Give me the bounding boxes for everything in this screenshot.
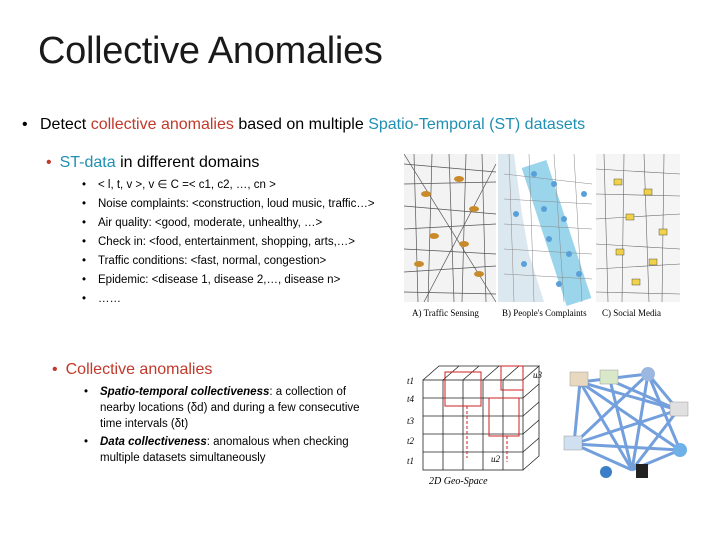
st-data-heading-highlight: ST-data <box>59 154 116 171</box>
st-data-maps-figure <box>404 154 680 324</box>
list-item: • Check in: <food, entertainment, shopping, arts,…> <box>78 233 375 252</box>
cube-y-label: t1 <box>407 376 415 386</box>
collective-anomalies-list <box>80 384 380 468</box>
map-social-media <box>596 154 680 302</box>
bullet-dot: • <box>46 154 52 171</box>
item-bold: Spatio-temporal collectiveness <box>100 386 270 398</box>
st-data-heading <box>46 154 259 172</box>
item-rest: : anomalous when checking multiple datasets simultaneously <box>100 436 349 464</box>
main-bullet <box>22 116 585 134</box>
cube-y-label: t4 <box>407 394 415 404</box>
list-item: • Air quality: <good, moderate, unhealthy, …> <box>78 214 375 233</box>
cube-y-label: t1 <box>407 456 415 466</box>
list-item <box>80 434 380 466</box>
item-rest: : a collection of nearby locations (δd) and during a few consecutive time intervals (δt) <box>100 386 360 430</box>
cube-label-u2: u2 <box>491 454 500 464</box>
cube-label-u3: u3 <box>533 370 542 380</box>
list-item: • Traffic conditions: <fast, normal, congestion> <box>78 252 375 271</box>
main-bullet-highlight2: Spatio-Temporal (ST) datasets <box>368 116 586 133</box>
list-item: • Noise complaints: <construction, loud music, traffic…> <box>78 195 375 214</box>
cube-y-label: t3 <box>407 416 415 426</box>
page-title: Collective Anomalies <box>38 30 383 72</box>
cube-caption: 2D Geo-Space <box>429 476 488 487</box>
list-item: • Epidemic: <disease 1, disease 2,…, disease n> <box>78 271 375 290</box>
list-item: • < l, t, v >, v ∈ C =< c1, c2, …, cn > <box>78 176 375 195</box>
main-bullet-highlight: collective anomalies <box>90 116 234 133</box>
list-item: • …… <box>78 290 375 309</box>
map-caption-a: A) Traffic Sensing <box>412 308 479 318</box>
main-bullet-middle: based on multiple <box>233 116 369 133</box>
dataset-network-figure <box>560 360 700 490</box>
st-cube-figure <box>405 358 550 488</box>
item-bold: Data collectiveness <box>100 436 207 448</box>
map-traffic-sensing <box>404 154 496 302</box>
collective-anomalies-heading-text: Collective anomalies <box>65 361 213 378</box>
st-data-heading-rest: in different domains <box>115 154 260 171</box>
list-item <box>80 384 380 432</box>
map-peoples-complaints <box>498 154 594 302</box>
cube-y-label: t2 <box>407 436 415 446</box>
main-bullet-prefix: Detect <box>40 116 91 133</box>
bullet-dot: • <box>22 116 28 133</box>
map-caption-c: C) Social Media <box>602 308 661 318</box>
bullet-dot: • <box>52 361 58 378</box>
collective-anomalies-heading <box>52 361 212 379</box>
st-data-list <box>78 176 375 309</box>
map-caption-b: B) People's Complaints <box>502 308 587 318</box>
